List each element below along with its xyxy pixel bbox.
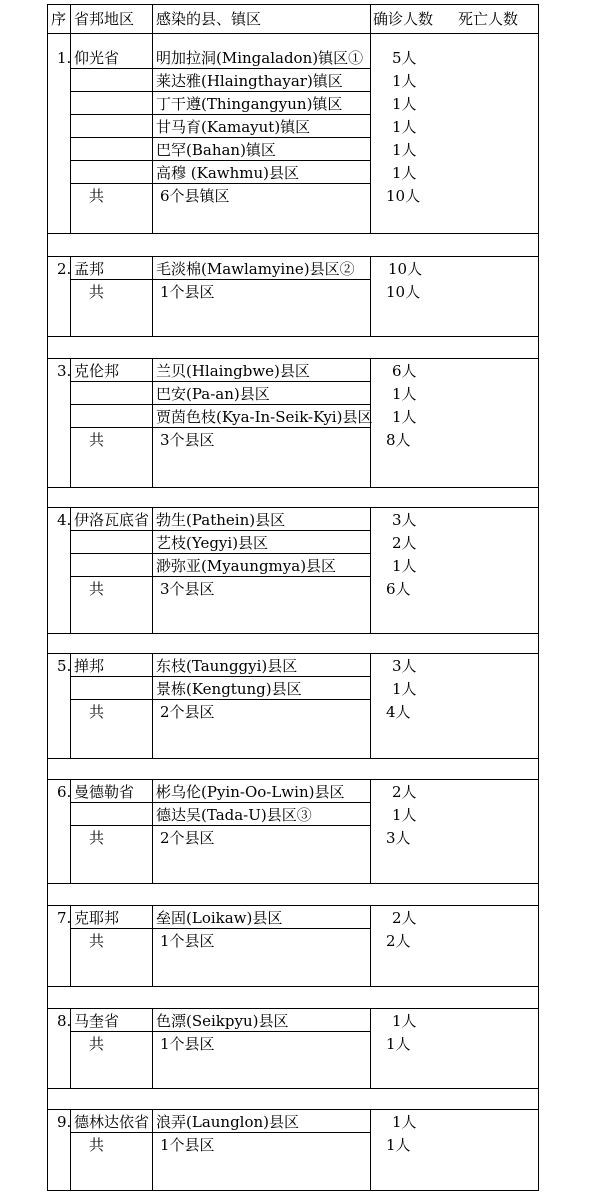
district-name: 莱达雅(Hlaingthayar)镇区 (156, 72, 343, 90)
row-divider (48, 1008, 538, 1009)
district-name: 浪弄(Launglon)县区 (156, 1113, 300, 1131)
column-divider (370, 5, 371, 1190)
district-name: 景栋(Kengtung)县区 (156, 680, 302, 698)
total-label: 共 (89, 1136, 105, 1154)
confirmed-count: 1人 (392, 806, 417, 824)
total-label: 共 (89, 187, 105, 205)
total-label: 共 (89, 1035, 105, 1053)
header-seq: 序 (51, 10, 67, 28)
case-table (47, 4, 539, 1191)
confirmed-count: 3人 (392, 657, 417, 675)
total-confirmed-count: 10人 (386, 187, 421, 205)
row-number: 7. (57, 909, 72, 927)
confirmed-count: 1人 (392, 95, 417, 113)
confirmed-count: 5人 (392, 49, 417, 67)
row-divider (70, 928, 370, 929)
region-name: 孟邦 (74, 260, 105, 278)
district-name: 德达吴(Tada-U)县区③ (156, 806, 312, 824)
row-number: 9. (57, 1113, 72, 1131)
row-number: 4. (57, 511, 72, 529)
total-confirmed-count: 3人 (386, 829, 411, 847)
row-divider (70, 676, 370, 677)
row-divider (70, 699, 370, 700)
group-spacer (48, 634, 538, 653)
region-name: 仰光省 (74, 49, 120, 67)
row-divider (48, 33, 538, 34)
total-district-count: 1个县区 (160, 1136, 215, 1154)
row-divider (70, 802, 370, 803)
total-label: 共 (89, 580, 105, 598)
district-name: 渺弥亚(Myaungmya)县区 (156, 557, 337, 575)
district-name: 彬乌伦(Pyin-Oo-Lwin)县区 (156, 783, 345, 801)
header-deaths: 死亡人数 (458, 10, 519, 28)
total-district-count: 6个县镇区 (160, 187, 230, 205)
region-name: 德林达依省 (74, 1113, 150, 1131)
row-divider (70, 530, 370, 531)
row-number: 6. (57, 783, 72, 801)
row-divider (70, 1132, 370, 1133)
row-divider (70, 114, 370, 115)
district-name: 巴安(Pa-an)县区 (156, 385, 270, 403)
total-confirmed-count: 1人 (386, 1136, 411, 1154)
confirmed-count: 10人 (388, 260, 423, 278)
total-district-count: 3个县区 (160, 580, 215, 598)
total-district-count: 3个县区 (160, 431, 215, 449)
total-confirmed-count: 8人 (386, 431, 411, 449)
row-divider (48, 507, 538, 508)
region-name: 马奎省 (74, 1012, 120, 1030)
header-confirmed: 确诊人数 (373, 10, 434, 28)
group-spacer (48, 987, 538, 1008)
total-district-count: 2个县区 (160, 829, 215, 847)
district-name: 贾茵色枝(Kya-In-Seik-Kyi)县区 (156, 408, 373, 426)
total-label: 共 (89, 431, 105, 449)
confirmed-count: 2人 (392, 534, 417, 552)
row-divider (70, 825, 370, 826)
region-name: 掸邦 (74, 657, 105, 675)
total-label: 共 (89, 283, 105, 301)
row-divider (70, 160, 370, 161)
total-district-count: 2个县区 (160, 703, 215, 721)
row-divider (70, 68, 370, 69)
row-divider (48, 256, 538, 257)
group-spacer (48, 1089, 538, 1109)
header-region: 省邦地区 (74, 10, 135, 28)
confirmed-count: 1人 (392, 1113, 417, 1131)
district-name: 明加拉洞(Mingaladon)镇区① (156, 49, 364, 67)
district-name: 丁干遵(Thingangyun)镇区 (156, 95, 343, 113)
confirmed-count: 1人 (392, 1012, 417, 1030)
region-name: 曼德勒省 (74, 783, 135, 801)
row-divider (70, 381, 370, 382)
group-spacer (48, 337, 538, 358)
row-number: 8. (57, 1012, 72, 1030)
district-name: 艺枝(Yegyi)县区 (156, 534, 269, 552)
district-name: 高穆 (Kawhmu)县区 (156, 164, 300, 182)
district-name: 色漂(Seikpyu)县区 (156, 1012, 289, 1030)
total-confirmed-count: 1人 (386, 1035, 411, 1053)
district-name: 甘马育(Kamayut)镇区 (156, 118, 311, 136)
total-confirmed-count: 10人 (386, 283, 421, 301)
row-divider (48, 1109, 538, 1110)
total-district-count: 1个县区 (160, 1035, 215, 1053)
confirmed-count: 1人 (392, 141, 417, 159)
row-divider (70, 404, 370, 405)
row-divider (70, 427, 370, 428)
confirmed-count: 1人 (392, 680, 417, 698)
row-divider (48, 653, 538, 654)
region-name: 克伦邦 (74, 362, 120, 380)
confirmed-count: 1人 (392, 385, 417, 403)
confirmed-count: 2人 (392, 909, 417, 927)
row-number: 2. (57, 260, 72, 278)
row-divider (48, 779, 538, 780)
row-divider (70, 279, 370, 280)
confirmed-count: 3人 (392, 511, 417, 529)
row-divider (48, 358, 538, 359)
row-number: 1. (57, 49, 72, 67)
group-spacer (48, 234, 538, 256)
row-divider (48, 905, 538, 906)
region-name: 克耶邦 (74, 909, 120, 927)
group-spacer (48, 884, 538, 905)
total-confirmed-count: 2人 (386, 932, 411, 950)
district-name: 勃生(Pathein)县区 (156, 511, 286, 529)
row-divider (70, 91, 370, 92)
confirmed-count: 1人 (392, 72, 417, 90)
row-divider (70, 137, 370, 138)
row-divider (70, 1031, 370, 1032)
header-district: 感染的县、镇区 (156, 10, 262, 28)
confirmed-count: 1人 (392, 557, 417, 575)
confirmed-count: 2人 (392, 783, 417, 801)
district-name: 巴罕(Bahan)镇区 (156, 141, 276, 159)
confirmed-count: 1人 (392, 118, 417, 136)
confirmed-count: 1人 (392, 408, 417, 426)
district-name: 垒固(Loikaw)县区 (156, 909, 283, 927)
row-divider (70, 183, 370, 184)
total-confirmed-count: 4人 (386, 703, 411, 721)
group-spacer (48, 759, 538, 779)
district-name: 毛淡棉(Mawlamyine)县区② (156, 260, 355, 278)
region-name: 伊洛瓦底省 (74, 511, 150, 529)
total-label: 共 (89, 829, 105, 847)
confirmed-count: 1人 (392, 164, 417, 182)
row-number: 5. (57, 657, 72, 675)
group-spacer (48, 488, 538, 507)
row-divider (70, 553, 370, 554)
row-divider (70, 576, 370, 577)
total-label: 共 (89, 932, 105, 950)
total-confirmed-count: 6人 (386, 580, 411, 598)
district-name: 东枝(Taunggyi)县区 (156, 657, 298, 675)
row-number: 3. (57, 362, 72, 380)
total-label: 共 (89, 703, 105, 721)
district-name: 兰贝(Hlaingbwe)县区 (156, 362, 310, 380)
total-district-count: 1个县区 (160, 932, 215, 950)
confirmed-count: 6人 (392, 362, 417, 380)
total-district-count: 1个县区 (160, 283, 215, 301)
